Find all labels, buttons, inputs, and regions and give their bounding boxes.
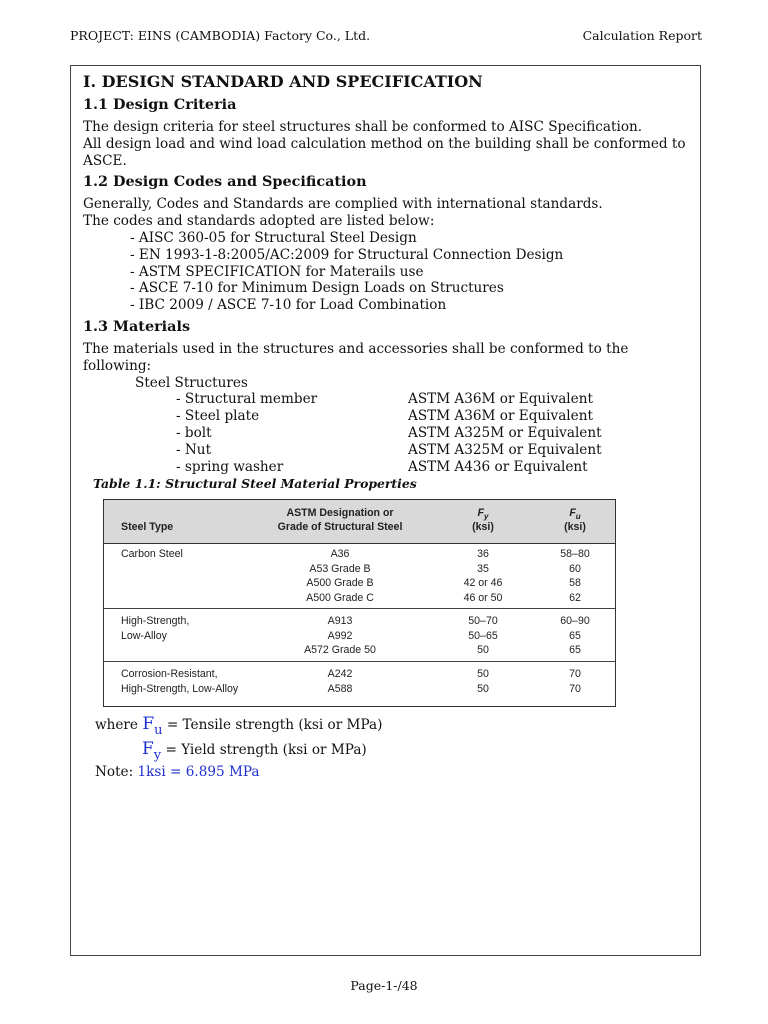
material-spec: ASTM A325M or Equivalent (408, 441, 602, 458)
grade-cell: A992 (327, 629, 353, 642)
header-fu-subscript: u (575, 512, 581, 522)
code-item: - ASTM SPECIFICATION for Materails use (130, 263, 424, 280)
criteria-heading: 1.1 Design Criteria (83, 96, 237, 113)
fy-cell: 50 (477, 668, 489, 680)
report-title: Calculation Report (582, 28, 702, 43)
table-caption: Table 1.1: Structural Steel Material Properties (93, 476, 417, 491)
note-value: 1ksi = 6.895 MPa (137, 764, 260, 780)
fy-cell: 46 or 50 (463, 591, 503, 604)
material-name: - Structural member (176, 391, 318, 408)
grade-cell: A242 (327, 668, 353, 680)
fy-cell: 36 (477, 548, 489, 560)
material-row (83, 408, 692, 425)
fu-cell: 58 (569, 577, 581, 589)
materials-heading: 1.3 Materials (83, 317, 191, 335)
materials-text (83, 341, 692, 475)
material-name: - spring washer (176, 458, 284, 475)
content-body (83, 72, 692, 475)
material-row (83, 459, 692, 476)
fu-symbol (142, 714, 163, 738)
grade-cell: A913 (327, 615, 353, 627)
fu-cell: 70 (569, 682, 581, 695)
materials-group-title: Steel Structures (135, 374, 248, 391)
fy-cell: 50–70 (468, 615, 498, 627)
material-spec: ASTM A436 or Equivalent (408, 458, 588, 475)
criteria-line: ASCE. (83, 152, 127, 169)
header-fu-symbol: F (569, 507, 576, 519)
fy-text: = Yield strength (ksi or MPa) (165, 742, 367, 758)
header-fy-subscript: y (484, 512, 489, 522)
criteria-text (83, 119, 692, 169)
note-label: Note: (95, 764, 134, 780)
material-name: - bolt (176, 424, 212, 441)
fy-symbol-letter: F (142, 739, 154, 759)
materials-intro: The materials used in the structures and accessories shall be conformed to the following: (83, 340, 629, 374)
header-grade-line1: ASTM Designation or (286, 507, 394, 519)
fy-definition (95, 739, 382, 764)
fu-cell: 70 (569, 668, 581, 680)
table-header (104, 500, 615, 544)
fu-cell: 62 (569, 591, 581, 604)
fu-cell: 60 (569, 562, 581, 575)
header-fu-unit: (ksi) (564, 521, 586, 533)
symbol-notes (95, 714, 382, 789)
codes-text (83, 196, 692, 314)
material-name: - Steel plate (176, 408, 260, 425)
grade-cell: A500 Grade B (306, 577, 374, 589)
grade-cell: A53 Grade B (309, 562, 371, 575)
fy-symbol-subscript: y (153, 748, 162, 763)
codes-intro-line: Generally, Codes and Standards are complied with international standards. (83, 196, 603, 213)
steel-type-cell: High-Strength, (121, 615, 190, 627)
code-item: - ASCE 7-10 for Minimum Design Loads on Structures (130, 280, 504, 297)
fy-cell: 50–65 (468, 629, 498, 642)
grade-cell: A588 (327, 682, 353, 695)
fy-cell: 35 (477, 562, 489, 575)
where-label: where (95, 717, 138, 733)
table-separator (104, 661, 615, 662)
grade-cell: A500 Grade C (306, 591, 374, 604)
fu-definition (95, 714, 382, 739)
fy-cell: 50 (477, 644, 489, 656)
material-spec: ASTM A36M or Equivalent (408, 391, 593, 408)
steel-type-cell: Corrosion-Resistant, (121, 668, 218, 680)
header-steel-type: Steel Type (121, 521, 174, 533)
page-header (70, 28, 702, 46)
codes-heading: 1.2 Design Codes and Specification (83, 173, 367, 191)
fu-cell: 65 (569, 629, 581, 642)
steel-type-cell: High-Strength, Low-Alloy (121, 682, 239, 695)
section-title: I. DESIGN STANDARD AND SPECIFICATION (83, 72, 483, 91)
header-fy-symbol: F (477, 507, 485, 519)
fu-cell: 60–90 (560, 615, 590, 627)
unit-note (95, 764, 382, 789)
page-number: Page-1-/48 (350, 978, 418, 993)
code-item: - AISC 360-05 for Structural Steel Design (130, 229, 417, 246)
codes-intro-line: The codes and standards adopted are listed below: (83, 213, 435, 230)
fy-cell: 42 or 46 (463, 577, 503, 589)
grade-cell: A36 (330, 548, 350, 560)
material-spec: ASTM A36M or Equivalent (408, 408, 593, 425)
material-name: - Nut (176, 441, 212, 458)
material-spec: ASTM A325M or Equivalent (408, 424, 602, 441)
material-row (83, 442, 692, 459)
code-item: - EN 1993-1-8:2005/AC:2009 for Structural Connection Design (130, 246, 564, 263)
fy-symbol (142, 739, 162, 763)
material-row (83, 425, 692, 442)
header-fy-unit: (ksi) (472, 521, 494, 533)
criteria-line: The design criteria for steel structures shall be conformed to AISC Specification. (83, 119, 643, 135)
fu-cell: 58–80 (560, 548, 590, 560)
material-row (83, 391, 692, 408)
criteria-line: All design load and wind load calculation method on the building shall be conformed to (83, 135, 686, 152)
steel-properties-table (103, 499, 616, 707)
header-grade-line2: Grade of Structural Steel (277, 521, 403, 533)
content-frame (70, 65, 701, 956)
code-item: - IBC 2009 / ASCE 7-10 for Load Combination (130, 297, 447, 314)
project-name: PROJECT: EINS (CAMBODIA) Factory Co., Ltd. (70, 28, 371, 43)
steel-type-cell: Low-Alloy (121, 629, 167, 642)
fu-cell: 65 (569, 644, 581, 656)
fy-cell: 50 (477, 682, 489, 695)
fu-symbol-subscript: u (154, 723, 163, 738)
fu-text: = Tensile strength (ksi or MPa) (166, 717, 383, 733)
grade-cell: A572 Grade 50 (304, 644, 376, 656)
steel-type-cell: Carbon Steel (121, 548, 183, 560)
table-separator (104, 608, 615, 609)
fu-symbol-letter: F (142, 714, 155, 734)
